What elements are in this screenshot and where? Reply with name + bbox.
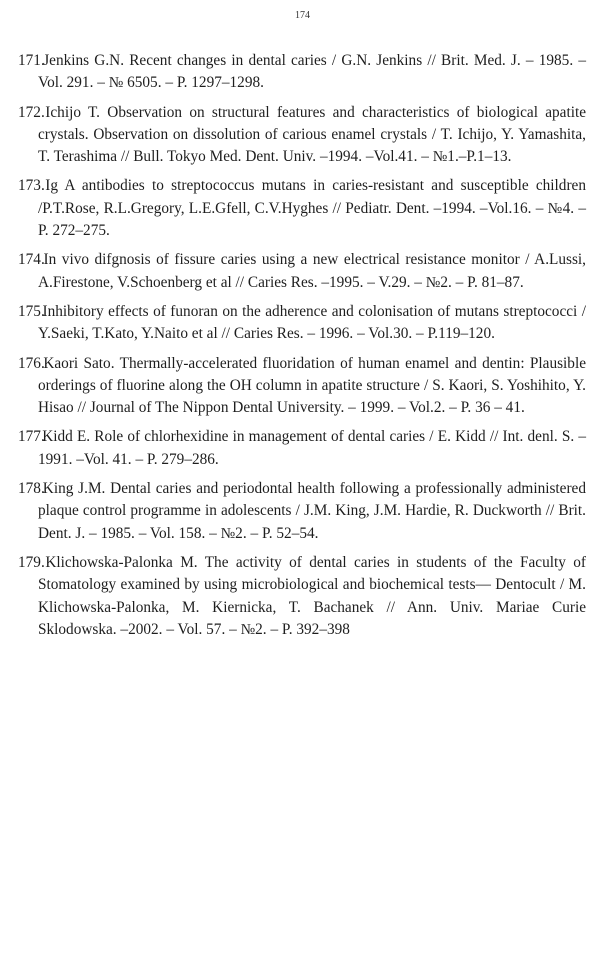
reference-number: 171. <box>18 52 45 69</box>
reference-text: King J.M. Dental caries and periodontal health following a professionally administered plaque control programme in adolescents / J.M. King, J.M. Hardie, R. Duckworth // Brit. Dent. J. – 1985. – Vol. 158. – №2. – P. 52–54. <box>38 480 586 542</box>
reference-number: 178. <box>18 480 45 498</box>
reference-item <box>18 249 586 294</box>
reference-text: Ig A antibodies to streptococcus mutans in caries-resistant and susceptible children /P.T.Rose, R.L.Gregory, L.E.Gfell, C.V.Hyghes // Pediatr. Dent. –1994. –Vol.16. – №4. – P. 272–275. <box>38 177 586 240</box>
reference-item <box>18 552 586 641</box>
reference-item <box>18 301 586 346</box>
reference-text: Jenkins G.N. Recent changes in dental caries / G.N. Jenkins // Brit. Med. J. – 1985. – Vol. 291. – № 6505. – P. 1297–1298. <box>38 52 587 92</box>
reference-number: 176. <box>18 354 45 372</box>
reference-number: 174. <box>18 251 45 269</box>
reference-item <box>18 102 586 169</box>
reference-number: 177. <box>18 428 45 446</box>
reference-item <box>18 478 586 545</box>
reference-text: Kidd E. Role of chlorhexidine in management of dental caries / E. Kidd // Int. denl. S. – 1991. –Vol. 41. – P. 279–286. <box>38 428 587 468</box>
reference-text: Kaori Sato. Thermally-accelerated fluoridation of human enamel and dentin: Plausible orderings of fluorine along the OH column in apatite structure / S. Kaori, S. Yoshihito, Y. Hisao // Journal of The Nippon Dental University. – 1999. – Vol.2. – P. 36 – 41. <box>38 354 586 417</box>
reference-item <box>18 175 586 242</box>
reference-item <box>18 353 586 420</box>
reference-item <box>18 426 586 471</box>
reference-list <box>18 50 586 648</box>
reference-number: 173. <box>18 177 45 195</box>
reference-text: Klichowska-Palonka M. The activity of dental caries in students of the Faculty of Stomatology examined by using microbiological and biochemical tests— Dentocult / M. Klichowska-Palonka, M. Kiernicka, T. Bachanek // Ann. Univ. Mariae Curie Sklodowska. –2002. – Vol. 57. – №2. – P. 392–398 <box>38 553 586 638</box>
reference-text: Inhibitory effects of funoran on the adherence and colonisation of mutans streptococci / Y.Saeki, T.Kato, Y.Naito et al // Caries Res. – 1996. – Vol.30. – P.119–120. <box>38 302 587 343</box>
reference-text: In vivo difgnosis of fissure caries using a new electrical resistance monitor / A.Lussi, A.Firestone, V.Schoenberg et al // Caries Res. –1995. – V.29. – №2. – P. 81–87. <box>38 251 586 291</box>
page-number: 174 <box>295 10 310 21</box>
reference-number: 175. <box>18 302 45 320</box>
reference-text: Ichijo T. Observation on structural features and characteristics of biological apatite crystals. Observation on dissolution of carious enamel crystals / T. Ichijo, Y. Yamashita, T. Terashima // Bull. Tokyo Med. Dent. Univ. –1994. –Vol.41. – №1.–P.1–13. <box>38 103 586 166</box>
reference-number: 172. <box>18 103 45 121</box>
reference-item <box>18 50 586 95</box>
reference-number: 179. <box>18 553 45 571</box>
